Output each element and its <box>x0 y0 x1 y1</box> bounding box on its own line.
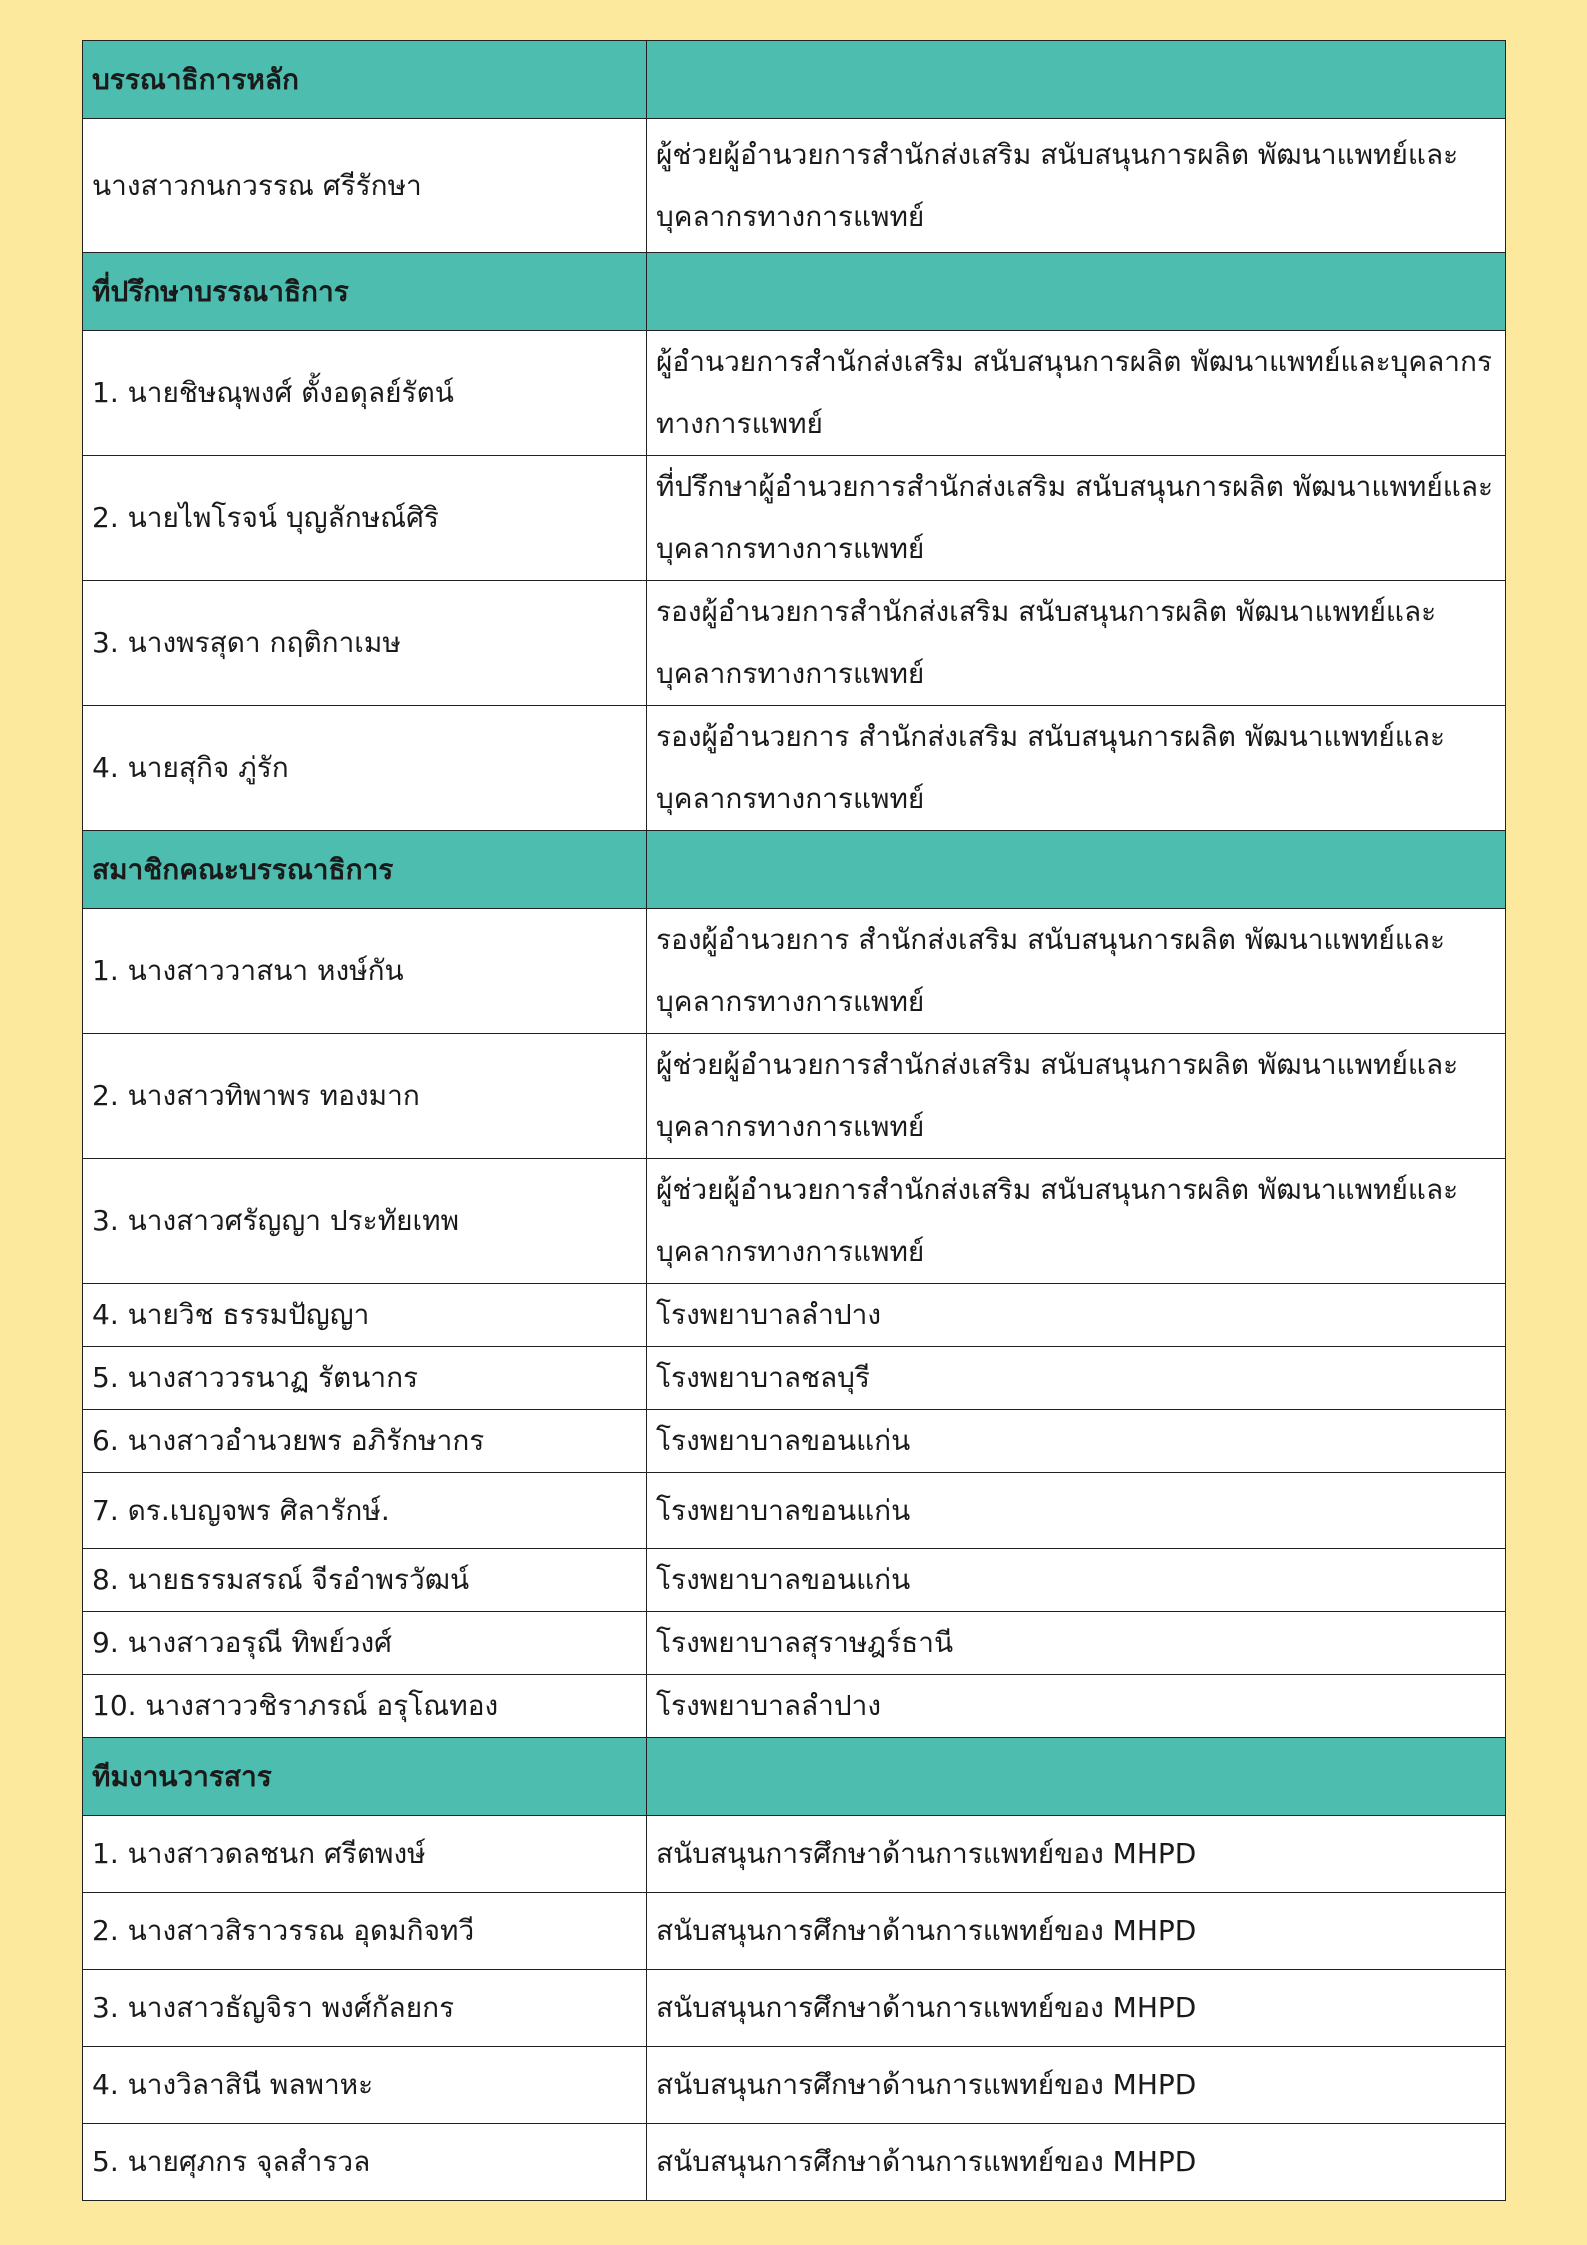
table-row <box>83 1816 1506 1893</box>
table-row <box>83 1970 1506 2047</box>
member-position: ผู้ช่วยผู้อำนวยการสำนักส่งเสริม สนับสนุนการผลิต พัฒนาแพทย์และบุคลากรทางการแพทย์ <box>647 1034 1506 1159</box>
section-header-journal-team <box>83 1738 1506 1816</box>
member-position: สนับสนุนการศึกษาด้านการแพทย์ของ MHPD <box>647 1970 1506 2047</box>
table-row <box>83 1347 1506 1410</box>
table-row <box>83 1893 1506 1970</box>
member-position: สนับสนุนการศึกษาด้านการแพทย์ของ MHPD <box>647 1816 1506 1893</box>
member-position: รองผู้อำนวยการ สำนักส่งเสริม สนับสนุนการผลิต พัฒนาแพทย์และบุคลากรทางการแพทย์ <box>647 909 1506 1034</box>
section-title: ที่ปรึกษาบรรณาธิการ <box>83 253 647 331</box>
table-row <box>83 1549 1506 1612</box>
member-position: ผู้ช่วยผู้อำนวยการสำนักส่งเสริม สนับสนุนการผลิต พัฒนาแพทย์และบุคลากรทางการแพทย์ <box>647 119 1506 253</box>
member-name: 8. นายธรรมสรณ์ จีรอำพรวัฒน์ <box>83 1549 647 1612</box>
member-position: รองผู้อำนวยการสำนักส่งเสริม สนับสนุนการผลิต พัฒนาแพทย์และบุคลากรทางการแพทย์ <box>647 581 1506 706</box>
section-header-advisors <box>83 253 1506 331</box>
member-name: 1. นางสาวดลชนก ศรีตพงษ์ <box>83 1816 647 1893</box>
member-name: 3. นางสาวศรัญญา ประทัยเทพ <box>83 1159 647 1284</box>
member-position: โรงพยาบาลขอนแก่น <box>647 1549 1506 1612</box>
table-row <box>83 2124 1506 2201</box>
editorial-board-table <box>82 40 1506 2201</box>
member-name: 5. นายศุภกร จุลสำรวล <box>83 2124 647 2201</box>
table-row <box>83 1473 1506 1549</box>
member-position: โรงพยาบาลขอนแก่น <box>647 1410 1506 1473</box>
member-position: ผู้อำนวยการสำนักส่งเสริม สนับสนุนการผลิต พัฒนาแพทย์และบุคลากรทางการแพทย์ <box>647 331 1506 456</box>
member-position: สนับสนุนการศึกษาด้านการแพทย์ของ MHPD <box>647 1893 1506 1970</box>
member-name: 1. นายชิษณุพงศ์ ตั้งอดุลย์รัตน์ <box>83 331 647 456</box>
member-position: สนับสนุนการศึกษาด้านการแพทย์ของ MHPD <box>647 2047 1506 2124</box>
member-position: โรงพยาบาลสุราษฎร์ธานี <box>647 1612 1506 1675</box>
table-row <box>83 1159 1506 1284</box>
section-title: สมาชิกคณะบรรณาธิการ <box>83 831 647 909</box>
member-name: 4. นายวิช ธรรมปัญญา <box>83 1284 647 1347</box>
member-name: นางสาวกนกวรรณ ศรีรักษา <box>83 119 647 253</box>
section-blank-cell <box>647 41 1506 119</box>
table-row <box>83 456 1506 581</box>
member-position: โรงพยาบาลขอนแก่น <box>647 1473 1506 1549</box>
section-title: บรรณาธิการหลัก <box>83 41 647 119</box>
member-position: สนับสนุนการศึกษาด้านการแพทย์ของ MHPD <box>647 2124 1506 2201</box>
member-name: 4. นายสุกิจ ภู่รัก <box>83 706 647 831</box>
table-row <box>83 909 1506 1034</box>
member-name: 3. นางสาวธัญจิรา พงศ์กัลยกร <box>83 1970 647 2047</box>
member-position: โรงพยาบาลลำปาง <box>647 1284 1506 1347</box>
member-position: รองผู้อำนวยการ สำนักส่งเสริม สนับสนุนการผลิต พัฒนาแพทย์และบุคลากรทางการแพทย์ <box>647 706 1506 831</box>
member-name: 7. ดร.เบญจพร ศิลารักษ์. <box>83 1473 647 1549</box>
section-header-chief-editor <box>83 41 1506 119</box>
section-header-editorial-members <box>83 831 1506 909</box>
member-position: โรงพยาบาลลำปาง <box>647 1675 1506 1738</box>
editorial-board-sheet <box>82 40 1505 2201</box>
member-name: 4. นางวิลาสินี พลพาหะ <box>83 2047 647 2124</box>
member-name: 3. นางพรสุดา กฤติกาเมษ <box>83 581 647 706</box>
table-row <box>83 1284 1506 1347</box>
member-name: 5. นางสาววรนาฏ รัตนากร <box>83 1347 647 1410</box>
member-name: 1. นางสาววาสนา หงษ์กัน <box>83 909 647 1034</box>
member-name: 9. นางสาวอรุณี ทิพย์วงศ์ <box>83 1612 647 1675</box>
member-name: 6. นางสาวอำนวยพร อภิรักษากร <box>83 1410 647 1473</box>
member-position: โรงพยาบาลชลบุรี <box>647 1347 1506 1410</box>
table-row <box>83 706 1506 831</box>
table-row <box>83 119 1506 253</box>
member-name: 2. นางสาวทิพาพร ทองมาก <box>83 1034 647 1159</box>
member-name: 10. นางสาววชิราภรณ์ อรุโณทอง <box>83 1675 647 1738</box>
table-row <box>83 2047 1506 2124</box>
member-name: 2. นายไพโรจน์ บุญลักษณ์ศิริ <box>83 456 647 581</box>
member-position: ผู้ช่วยผู้อำนวยการสำนักส่งเสริม สนับสนุนการผลิต พัฒนาแพทย์และบุคลากรทางการแพทย์ <box>647 1159 1506 1284</box>
section-blank-cell <box>647 1738 1506 1816</box>
table-row <box>83 331 1506 456</box>
member-position: ที่ปรึกษาผู้อำนวยการสำนักส่งเสริม สนับสนุนการผลิต พัฒนาแพทย์และบุคลากรทางการแพทย์ <box>647 456 1506 581</box>
table-row <box>83 1612 1506 1675</box>
section-blank-cell <box>647 253 1506 331</box>
member-name: 2. นางสาวสิราวรรณ อุดมกิจทวี <box>83 1893 647 1970</box>
table-row <box>83 581 1506 706</box>
table-row <box>83 1410 1506 1473</box>
section-blank-cell <box>647 831 1506 909</box>
table-row <box>83 1034 1506 1159</box>
table-row <box>83 1675 1506 1738</box>
section-title: ทีมงานวารสาร <box>83 1738 647 1816</box>
